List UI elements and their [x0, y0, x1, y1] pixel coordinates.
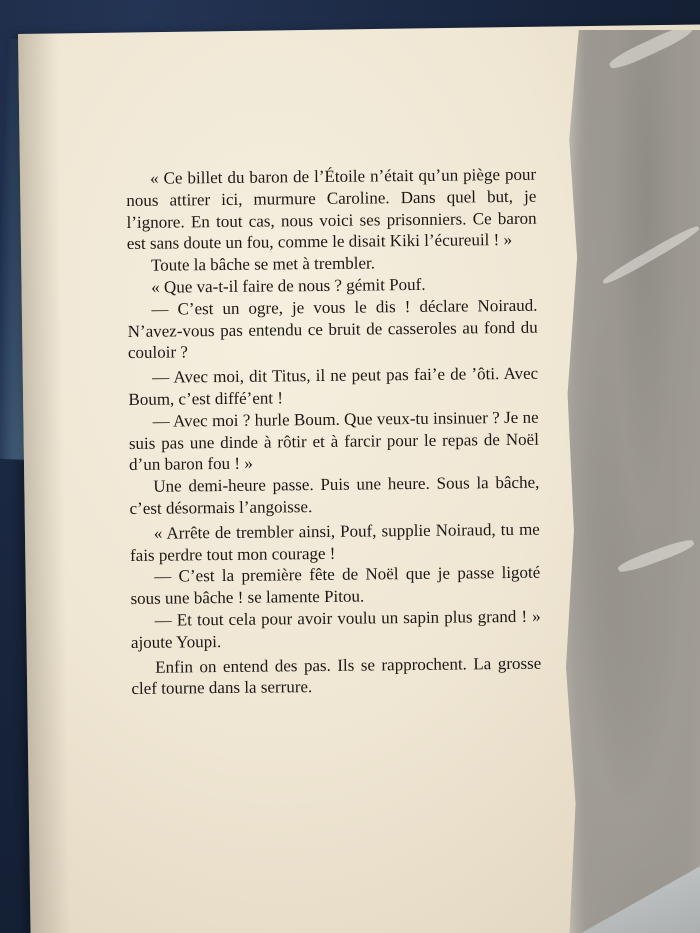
- paragraph: — Avec moi, dit Titus, il ne peut pas fai’e de ’ôti. Avec Boum, c’est diffé’ent !: [128, 363, 539, 409]
- paragraph: — Et tout cela pour avoir voulu un sapin plus grand ! » ajoute Youpi.: [130, 606, 541, 652]
- paragraph: Toute la bâche se met à trembler.: [150, 253, 376, 275]
- paragraph: « Que va-t-il faire de nous ? gémit Pouf.: [151, 274, 426, 297]
- paragraph: — Avec moi ? hurle Boum. Que veux-tu insinuer ? Je ne suis pas une dinde à rôtir et à farcir pour le repas de Noël d’un baron fou ! »: [128, 407, 539, 475]
- paragraph: — C’est la première fête de Noël que je passe ligoté sous une bâche ! se lamente Pitou.: [130, 563, 541, 609]
- story-text: [126, 164, 542, 700]
- paragraph: « Arrête de trembler ainsi, Pouf, supplie Noiraud, tu me fais perdre tout mon courage !: [129, 519, 540, 565]
- paragraph: Enfin on entend des pas. Ils se rapprochent. La grosse clef tourne dans la serrure.: [131, 653, 542, 699]
- paragraph: — C’est un ogre, je vous le dis ! déclare Noiraud. N’avez-vous pas entendu ce bruit de casseroles au fond du couloir ?: [127, 295, 538, 363]
- paragraph: « Ce billet du baron de l’Étoile n’était qu’un piège pour nous attirer ici, murmure Caroline. Dans quel but, je l’ignore. En tout cas, nous voici ses prisonniers. Ce baron est sans doute un fou, comme le disait Kiki l’écureuil ! »: [126, 164, 537, 254]
- painted-illustration-edge: [566, 30, 700, 933]
- paragraph: Une demi-heure passe. Puis une heure. Sous la bâche, c’est désormais l’angoisse.: [129, 472, 540, 518]
